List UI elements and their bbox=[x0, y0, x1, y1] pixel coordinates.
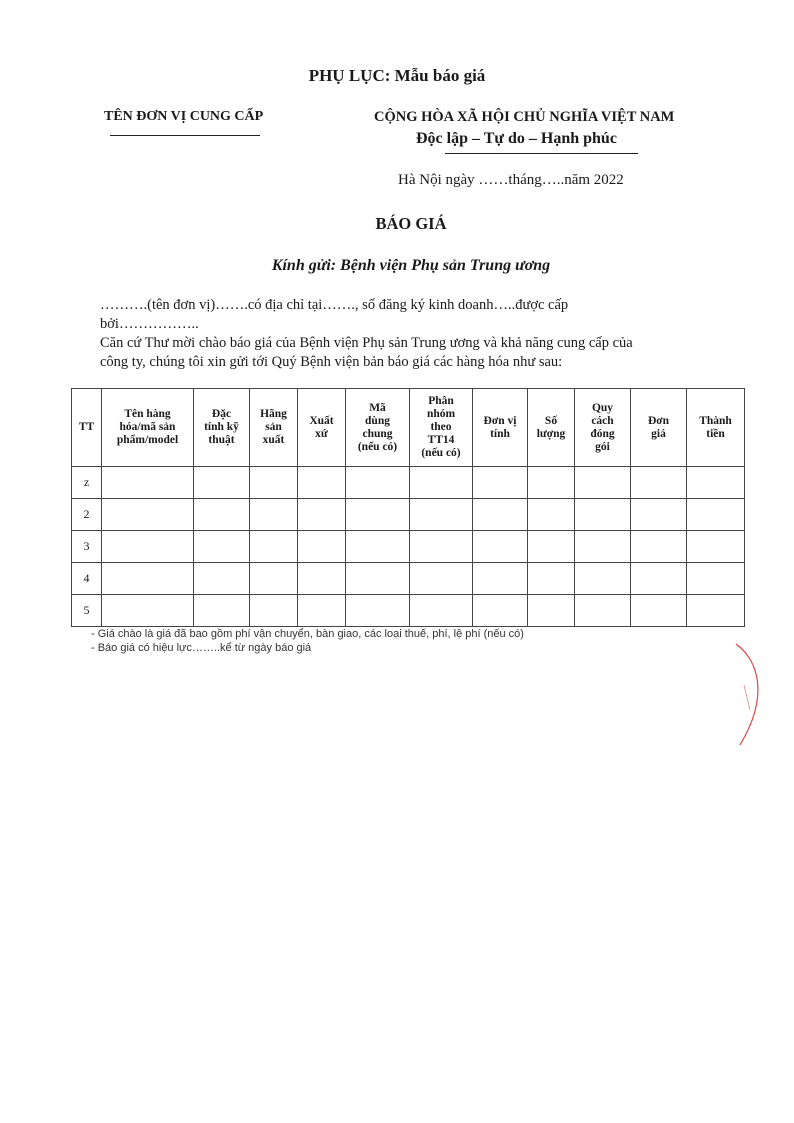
intro-line: công ty, chúng tôi xin gửi tới Quý Bệnh viện bản báo giá các hàng hóa như sau: bbox=[100, 354, 563, 370]
column-header bbox=[346, 389, 410, 467]
empty-cell bbox=[528, 531, 575, 563]
column-header-line: nhóm bbox=[426, 408, 456, 420]
column-header bbox=[72, 389, 102, 467]
empty-cell bbox=[575, 531, 631, 563]
note-line: - Giá chào là giá đã bao gồm phí vận chuyển, bàn giao, các loại thuế, phí, lệ phí (nếu có) bbox=[91, 628, 524, 640]
empty-cell bbox=[250, 595, 298, 627]
empty-cell bbox=[102, 467, 194, 499]
empty-cell bbox=[410, 467, 473, 499]
appendix-title bbox=[0, 66, 794, 86]
empty-cell bbox=[528, 563, 575, 595]
column-header-line: (nếu có) bbox=[357, 440, 398, 453]
empty-cell bbox=[575, 467, 631, 499]
column-header-line: lượng bbox=[536, 427, 566, 440]
column-header-line: sản bbox=[265, 421, 282, 433]
place-date: Hà Nội ngày ……tháng…..năm 2022 bbox=[398, 172, 624, 188]
empty-cell bbox=[346, 595, 410, 627]
empty-cell bbox=[410, 595, 473, 627]
column-header-line: Đơn bbox=[647, 414, 670, 427]
empty-cell bbox=[575, 595, 631, 627]
empty-cell bbox=[298, 467, 346, 499]
empty-cell bbox=[410, 499, 473, 531]
empty-cell bbox=[631, 531, 687, 563]
intro-line: bởi…………….. bbox=[100, 316, 199, 332]
empty-cell bbox=[250, 467, 298, 499]
column-header bbox=[194, 389, 250, 467]
table-row bbox=[72, 467, 745, 499]
empty-cell bbox=[410, 563, 473, 595]
empty-cell bbox=[250, 563, 298, 595]
empty-cell bbox=[346, 563, 410, 595]
column-header bbox=[528, 389, 575, 467]
column-header-line: xuất bbox=[262, 434, 285, 446]
empty-cell bbox=[346, 531, 410, 563]
note-line: - Báo giá có hiệu lực……..kể từ ngày báo giá bbox=[91, 642, 312, 654]
empty-cell bbox=[102, 563, 194, 595]
empty-cell bbox=[194, 595, 250, 627]
motto-subtitle: Độc lập – Tự do – Hạnh phúc bbox=[416, 130, 617, 147]
empty-cell bbox=[528, 499, 575, 531]
column-header-line: đóng bbox=[590, 427, 615, 440]
table-row bbox=[72, 531, 745, 563]
column-header-line: tính bbox=[490, 427, 510, 440]
column-header bbox=[575, 389, 631, 467]
empty-cell bbox=[687, 563, 745, 595]
intro-line: Căn cứ Thư mời chào báo giá của Bệnh viện Phụ sản Trung ương và khả năng cung cấp của bbox=[100, 335, 633, 351]
column-header-line: Đặc bbox=[211, 408, 232, 420]
column-header-line: Phân bbox=[428, 395, 454, 407]
column-header-line: tính kỹ bbox=[204, 421, 239, 433]
empty-cell bbox=[473, 563, 528, 595]
column-header-line: giá bbox=[651, 427, 666, 440]
table-body bbox=[72, 467, 745, 627]
column-header-line: theo bbox=[430, 421, 452, 433]
column-header-line: gói bbox=[595, 440, 610, 453]
column-header bbox=[298, 389, 346, 467]
column-header-line: chung bbox=[362, 427, 393, 440]
column-header-line: Đơn vị bbox=[483, 414, 517, 427]
table-row bbox=[72, 595, 745, 627]
table-row bbox=[72, 563, 745, 595]
column-header-line: Xuất bbox=[309, 414, 334, 427]
empty-cell bbox=[687, 531, 745, 563]
empty-cell bbox=[473, 499, 528, 531]
national-motto: CỘNG HÒA XÃ HỘI CHỦ NGHĨA VIỆT NAM bbox=[374, 109, 675, 125]
empty-cell bbox=[102, 531, 194, 563]
column-header-line: Hãng bbox=[260, 408, 287, 420]
empty-cell bbox=[473, 467, 528, 499]
empty-cell bbox=[102, 499, 194, 531]
column-header bbox=[250, 389, 298, 467]
supplier-name-label: TÊN ĐƠN VỊ CUNG CẤP bbox=[104, 109, 264, 124]
empty-cell bbox=[102, 595, 194, 627]
row-number-cell: 3 bbox=[72, 531, 102, 563]
column-header-line: cách bbox=[591, 414, 614, 427]
column-header-line: thuật bbox=[208, 434, 235, 446]
column-header-line: Tên hàng bbox=[124, 408, 171, 420]
empty-cell bbox=[250, 531, 298, 563]
document-title: BÁO GIÁ bbox=[375, 214, 447, 233]
empty-cell bbox=[194, 467, 250, 499]
motto-underline bbox=[445, 153, 638, 154]
quote-table bbox=[71, 388, 745, 627]
column-header bbox=[687, 389, 745, 467]
empty-cell bbox=[687, 595, 745, 627]
empty-cell bbox=[631, 499, 687, 531]
column-header bbox=[102, 389, 194, 467]
column-header-line: Quy bbox=[591, 401, 614, 414]
empty-cell bbox=[631, 563, 687, 595]
column-header-line: TT14 bbox=[427, 434, 455, 446]
column-header-line: Số bbox=[544, 414, 558, 427]
empty-cell bbox=[528, 467, 575, 499]
column-header-line: dùng bbox=[365, 414, 390, 427]
empty-cell bbox=[298, 531, 346, 563]
empty-cell bbox=[575, 563, 631, 595]
column-header-line: Mã bbox=[369, 401, 386, 414]
addressee: Kính gửi: Bệnh viện Phụ sản Trung ương bbox=[271, 257, 551, 274]
empty-cell bbox=[631, 467, 687, 499]
column-header-line: xứ bbox=[315, 427, 328, 440]
empty-cell bbox=[194, 499, 250, 531]
empty-cell bbox=[687, 467, 745, 499]
empty-cell bbox=[687, 499, 745, 531]
row-number-cell: 4 bbox=[72, 563, 102, 595]
empty-cell bbox=[298, 595, 346, 627]
table-row bbox=[72, 499, 745, 531]
empty-cell bbox=[575, 499, 631, 531]
intro-line: ……….(tên đơn vị)…….có địa chỉ tại……., số đăng ký kinh doanh…..được cấp bbox=[100, 297, 569, 313]
row-number-cell: z bbox=[72, 467, 102, 499]
appendix-title-text: PHỤ LỤC: Mẫu báo giá bbox=[308, 66, 486, 85]
column-header-line: tiền bbox=[706, 427, 725, 440]
empty-cell bbox=[298, 499, 346, 531]
column-header-line: phẩm/model bbox=[116, 434, 179, 446]
empty-cell bbox=[528, 595, 575, 627]
column-header-line: TT bbox=[78, 421, 95, 433]
empty-cell bbox=[250, 499, 298, 531]
empty-cell bbox=[298, 563, 346, 595]
empty-cell bbox=[346, 499, 410, 531]
column-header-line: (nếu có) bbox=[421, 447, 461, 459]
empty-cell bbox=[346, 467, 410, 499]
column-header bbox=[631, 389, 687, 467]
row-number-cell: 2 bbox=[72, 499, 102, 531]
empty-cell bbox=[194, 563, 250, 595]
red-stamp-mark bbox=[730, 640, 780, 750]
empty-cell bbox=[194, 531, 250, 563]
empty-cell bbox=[473, 531, 528, 563]
column-header bbox=[473, 389, 528, 467]
empty-cell bbox=[410, 531, 473, 563]
supplier-underline bbox=[110, 135, 260, 136]
empty-cell bbox=[631, 595, 687, 627]
table-header-row bbox=[72, 389, 745, 467]
column-header-line: Thành bbox=[699, 414, 732, 427]
column-header-line: hóa/mã sản bbox=[119, 421, 176, 433]
empty-cell bbox=[473, 595, 528, 627]
row-number-cell: 5 bbox=[72, 595, 102, 627]
column-header bbox=[410, 389, 473, 467]
